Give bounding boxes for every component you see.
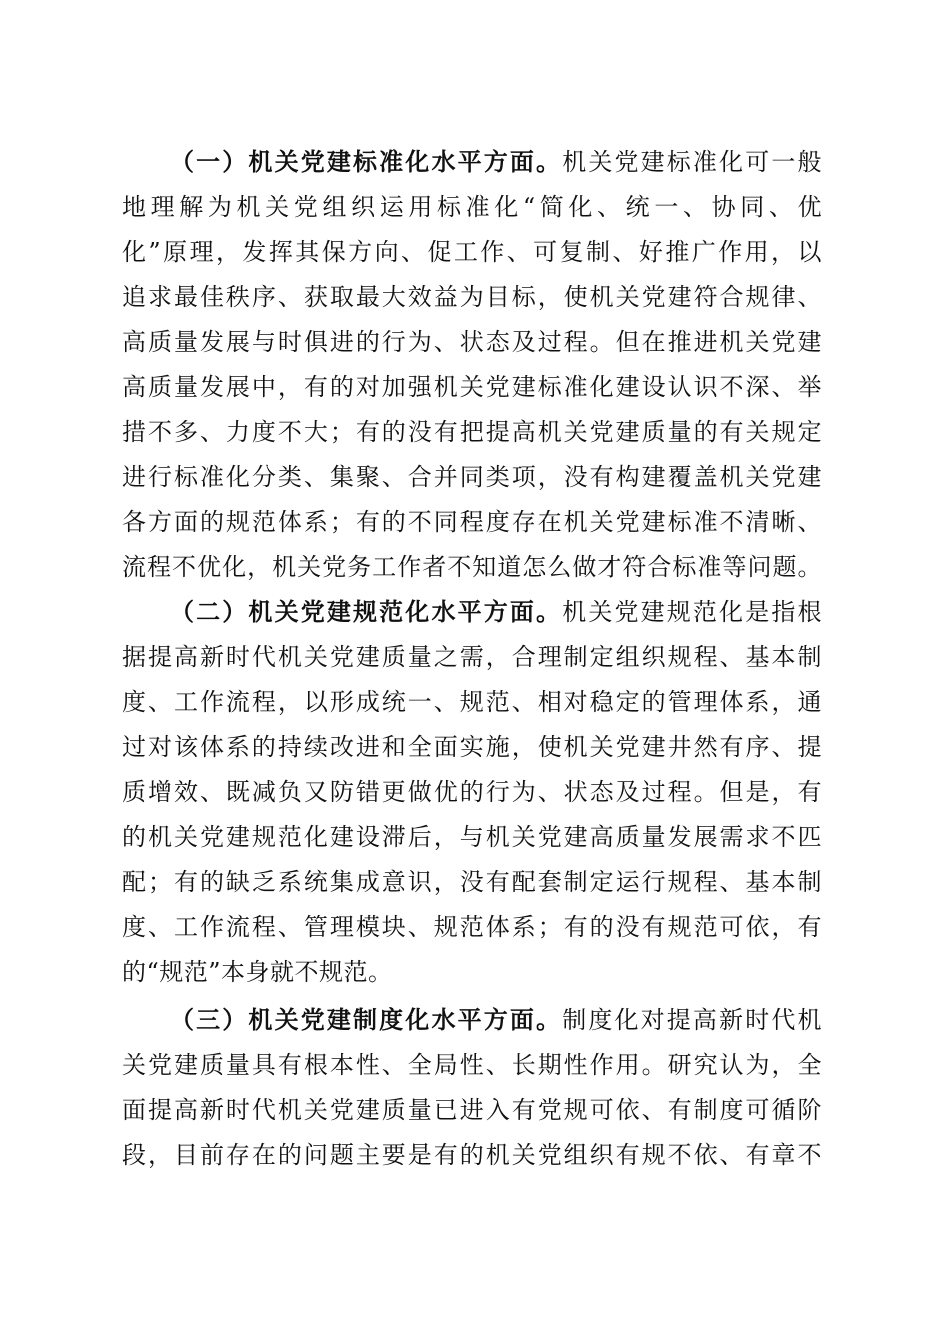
- paragraph-1-heading: （一）机关党建标准化水平方面。: [170, 147, 563, 176]
- paragraph-2-line-5: 质增效、既减负又防错更做优的行为、状态及过程。但是，有: [122, 778, 822, 806]
- paragraph-2-line-1: [170, 592, 822, 632]
- paragraph-2-line-8: 度、工作流程、管理模块、规范体系；有的没有规范可依，有: [122, 913, 822, 941]
- paragraph-3-line-2: 关党建质量具有根本性、全局性、长期性作用。研究认为，全: [122, 1051, 822, 1079]
- paragraph-2-line-6: 的机关党建规范化建设滞后，与机关党建高质量发展需求不匹: [122, 823, 822, 851]
- paragraph-2-line-2: 据提高新时代机关党建质量之需，合理制定组织规程、基本制: [122, 643, 822, 671]
- paragraph-2-line-9: 的“规范”本身就不规范。: [122, 958, 393, 986]
- paragraph-3-line-3: 面提高新时代机关党建质量已进入有党规可依、有制度可循阶: [122, 1096, 822, 1124]
- paragraph-2-heading: （二）机关党建规范化水平方面。: [170, 597, 563, 626]
- paragraph-1-line-9: 各方面的规范体系；有的不同程度存在机关党建标准不清晰、: [122, 508, 822, 536]
- paragraph-1-line-1: [170, 142, 822, 182]
- paragraph-3-heading: （三）机关党建制度化水平方面。: [170, 1005, 563, 1034]
- paragraph-1-line-10: 流程不优化，机关党务工作者不知道怎么做才符合标准等问题。: [122, 553, 822, 581]
- paragraph-1-line-3: 化”原理，发挥其保方向、促工作、可复制、好推广作用，以: [122, 238, 822, 266]
- paragraph-2-line-3: 度、工作流程，以形成统一、规范、相对稳定的管理体系，通: [122, 688, 822, 716]
- paragraph-3-line-4: 段，目前存在的问题主要是有的机关党组织有规不依、有章不: [122, 1141, 822, 1169]
- paragraph-1-line-2: 地理解为机关党组织运用标准化“简化、统一、协同、优: [122, 193, 822, 221]
- paragraph-1-line-6: 高质量发展中，有的对加强机关党建标准化建设认识不深、举: [122, 373, 822, 401]
- paragraph-1-line-1-text: 机关党建标准化可一般: [562, 148, 822, 176]
- paragraph-2-line-1-text: 机关党建规范化是指根: [562, 598, 822, 626]
- paragraph-1-line-5: 高质量发展与时俱进的行为、状态及过程。但在推进机关党建: [122, 328, 822, 356]
- paragraph-3-line-1-text: 制度化对提高新时代机: [562, 1006, 822, 1034]
- paragraph-1-line-8: 进行标准化分类、集聚、合并同类项，没有构建覆盖机关党建: [122, 463, 822, 491]
- paragraph-1-line-7: 措不多、力度不大；有的没有把提高机关党建质量的有关规定: [122, 418, 822, 446]
- paragraph-3-line-1: [170, 1000, 822, 1040]
- paragraph-2-line-4: 过对该体系的持续改进和全面实施，使机关党建井然有序、提: [122, 733, 822, 761]
- paragraph-2-line-7: 配；有的缺乏系统集成意识，没有配套制定运行规程、基本制: [122, 868, 822, 896]
- paragraph-1-line-4: 追求最佳秩序、获取最大效益为目标，使机关党建符合规律、: [122, 283, 822, 311]
